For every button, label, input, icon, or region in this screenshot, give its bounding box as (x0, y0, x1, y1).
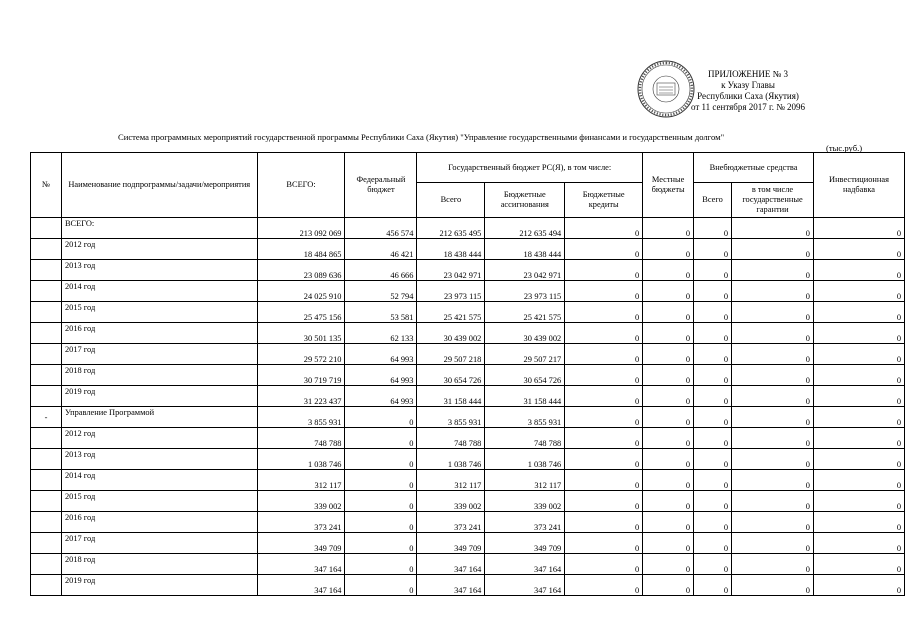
col-name-header: Наименование подпрограммы/задачи/мероприятия (61, 153, 257, 218)
row-value-cell: 0 (732, 512, 814, 533)
row-value-cell: 0 (643, 554, 694, 575)
row-name: 2014 год (61, 470, 257, 491)
row-value-cell: 0 (732, 554, 814, 575)
row-name: Управление Программой (61, 407, 257, 428)
row-value-cell: 25 421 575 (417, 302, 485, 323)
row-value-cell: 23 042 971 (485, 260, 565, 281)
table-row (31, 428, 905, 449)
row-value-cell: 347 164 (485, 554, 565, 575)
row-value-cell: 0 (643, 260, 694, 281)
row-value-cell: 0 (565, 407, 643, 428)
row-name: 2014 год (61, 281, 257, 302)
row-index (31, 428, 62, 449)
appendix-number: ПРИЛОЖЕНИЕ № 3 (707, 69, 789, 79)
row-value-cell: 0 (643, 218, 694, 239)
row-value-cell: 213 092 069 (257, 218, 345, 239)
row-value-cell: 0 (813, 554, 904, 575)
col-local-header: Местные бюджеты (643, 153, 694, 218)
row-value-cell: 0 (813, 575, 904, 596)
row-value-cell: 347 164 (417, 575, 485, 596)
row-value-cell: 0 (565, 386, 643, 407)
row-index (31, 239, 62, 260)
row-name: 2017 год (61, 533, 257, 554)
table-row (31, 386, 905, 407)
table-row (31, 281, 905, 302)
row-value-cell: 0 (732, 344, 814, 365)
row-value-cell: 212 635 495 (417, 218, 485, 239)
row-value-cell: 0 (694, 470, 732, 491)
row-value-cell: 23 973 115 (417, 281, 485, 302)
row-value-cell: 0 (732, 302, 814, 323)
row-value-cell: 0 (732, 533, 814, 554)
row-value-cell: 349 709 (257, 533, 345, 554)
row-value-cell: 0 (345, 491, 417, 512)
row-value-cell: 0 (732, 386, 814, 407)
row-value-cell: 0 (643, 512, 694, 533)
row-name: 2015 год (61, 491, 257, 512)
row-value-cell: 0 (732, 428, 814, 449)
row-value-cell: 0 (813, 386, 904, 407)
row-index (31, 281, 62, 302)
row-value-cell: 0 (732, 260, 814, 281)
row-value-cell: 0 (694, 575, 732, 596)
row-value-cell: 456 574 (345, 218, 417, 239)
row-value-cell: 1 038 746 (417, 449, 485, 470)
row-name: 2015 год (61, 302, 257, 323)
row-value-cell: 748 788 (485, 428, 565, 449)
row-value-cell: 0 (345, 575, 417, 596)
row-value-cell: 373 241 (257, 512, 345, 533)
row-value-cell: 0 (732, 575, 814, 596)
row-value-cell: 1 038 746 (257, 449, 345, 470)
row-value-cell: 0 (813, 407, 904, 428)
row-value-cell: 0 (694, 491, 732, 512)
units-label: (тыс.руб.) (826, 143, 863, 153)
row-value-cell: 46 666 (345, 260, 417, 281)
row-value-cell: 0 (813, 365, 904, 386)
row-index (31, 260, 62, 281)
row-name: 2016 год (61, 512, 257, 533)
row-index (31, 365, 62, 386)
row-value-cell: 339 002 (485, 491, 565, 512)
table-row (31, 344, 905, 365)
row-value-cell: 0 (565, 470, 643, 491)
row-value-cell: 0 (732, 491, 814, 512)
row-value-cell: 312 117 (257, 470, 345, 491)
row-value-cell: 0 (565, 449, 643, 470)
row-value-cell: 0 (565, 239, 643, 260)
row-value-cell: 0 (813, 218, 904, 239)
row-index (31, 533, 62, 554)
row-value-cell: 0 (694, 449, 732, 470)
row-index (31, 491, 62, 512)
row-value-cell: 0 (643, 470, 694, 491)
row-value-cell: 25 421 575 (485, 302, 565, 323)
row-value-cell: 1 038 746 (485, 449, 565, 470)
row-name: 2012 год (61, 428, 257, 449)
row-name: 2018 год (61, 554, 257, 575)
row-value-cell: 339 002 (257, 491, 345, 512)
row-value-cell: 64 993 (345, 344, 417, 365)
row-value-cell: 0 (732, 323, 814, 344)
row-value-cell: 0 (643, 407, 694, 428)
row-value-cell: 62 133 (345, 323, 417, 344)
row-index (31, 323, 62, 344)
row-value-cell: 31 223 437 (257, 386, 345, 407)
row-value-cell: 0 (565, 302, 643, 323)
row-value-cell: 0 (732, 365, 814, 386)
row-name: 2013 год (61, 260, 257, 281)
row-value-cell: 0 (565, 260, 643, 281)
row-value-cell: 30 501 135 (257, 323, 345, 344)
row-value-cell: 0 (643, 323, 694, 344)
row-value-cell: 0 (813, 281, 904, 302)
table-row (31, 302, 905, 323)
row-index (31, 218, 62, 239)
row-value-cell: 23 089 636 (257, 260, 345, 281)
row-value-cell: 347 164 (485, 575, 565, 596)
row-name: 2018 год (61, 365, 257, 386)
row-index: - (31, 407, 62, 428)
row-value-cell: 64 993 (345, 365, 417, 386)
row-value-cell: 0 (565, 491, 643, 512)
row-value-cell: 0 (345, 407, 417, 428)
table-row (31, 533, 905, 554)
row-value-cell: 0 (643, 449, 694, 470)
row-value-cell: 0 (345, 533, 417, 554)
col-total-header: ВСЕГО: (257, 153, 345, 218)
row-value-cell: 0 (732, 239, 814, 260)
row-value-cell: 0 (694, 365, 732, 386)
row-value-cell: 0 (694, 302, 732, 323)
table-row (31, 260, 905, 281)
col-state-all-header: Всего (417, 183, 485, 218)
row-name: 2019 год (61, 386, 257, 407)
row-value-cell: 373 241 (485, 512, 565, 533)
row-value-cell: 18 438 444 (485, 239, 565, 260)
row-value-cell: 0 (643, 428, 694, 449)
row-value-cell: 23 973 115 (485, 281, 565, 302)
row-value-cell: 0 (732, 407, 814, 428)
row-value-cell: 0 (694, 281, 732, 302)
row-value-cell: 0 (643, 533, 694, 554)
row-value-cell: 0 (694, 554, 732, 575)
row-value-cell: 0 (643, 575, 694, 596)
row-value-cell: 0 (694, 323, 732, 344)
row-value-cell: 349 709 (485, 533, 565, 554)
row-index (31, 470, 62, 491)
row-value-cell: 0 (643, 239, 694, 260)
row-index (31, 386, 62, 407)
row-value-cell: 0 (813, 344, 904, 365)
row-value-cell: 0 (565, 428, 643, 449)
row-index (31, 449, 62, 470)
table-row (31, 218, 905, 239)
row-value-cell: 748 788 (257, 428, 345, 449)
row-value-cell: 0 (643, 386, 694, 407)
row-value-cell: 18 438 444 (417, 239, 485, 260)
col-state-budget-header: Государственный бюджет РС(Я), в том числе: (417, 153, 643, 183)
table-row (31, 407, 905, 428)
row-value-cell: 0 (813, 260, 904, 281)
row-value-cell: 3 855 931 (257, 407, 345, 428)
row-value-cell: 347 164 (257, 575, 345, 596)
table-row (31, 554, 905, 575)
row-value-cell: 30 719 719 (257, 365, 345, 386)
col-state-credit-header: Бюджетные кредиты (565, 183, 643, 218)
col-extra-all-header: Всего (694, 183, 732, 218)
row-value-cell: 0 (732, 449, 814, 470)
row-value-cell: 0 (565, 218, 643, 239)
row-value-cell: 0 (345, 449, 417, 470)
row-value-cell: 0 (345, 428, 417, 449)
row-value-cell: 0 (643, 281, 694, 302)
row-value-cell: 748 788 (417, 428, 485, 449)
row-index (31, 554, 62, 575)
row-value-cell: 23 042 971 (417, 260, 485, 281)
row-value-cell: 18 484 865 (257, 239, 345, 260)
col-invest-header: Инвестиционная надбавка (813, 153, 904, 218)
row-value-cell: 0 (813, 512, 904, 533)
row-value-cell: 0 (694, 533, 732, 554)
row-name: 2013 год (61, 449, 257, 470)
row-value-cell: 3 855 931 (417, 407, 485, 428)
row-value-cell: 0 (732, 470, 814, 491)
appendix-republic: Республики Саха (Якутия) (697, 91, 799, 101)
row-value-cell: 0 (643, 302, 694, 323)
row-value-cell: 29 507 218 (417, 344, 485, 365)
row-value-cell: 0 (565, 344, 643, 365)
row-value-cell: 52 794 (345, 281, 417, 302)
row-value-cell: 30 439 002 (417, 323, 485, 344)
row-value-cell: 212 635 494 (485, 218, 565, 239)
row-value-cell: 3 855 931 (485, 407, 565, 428)
row-value-cell: 0 (813, 428, 904, 449)
table-row (31, 512, 905, 533)
row-value-cell: 0 (565, 575, 643, 596)
col-num-header: № (31, 153, 62, 218)
col-extra-header: Внебюджетные средства (694, 153, 814, 183)
row-name: 2012 год (61, 239, 257, 260)
col-extra-guar-header: в том числе государственные гарантии (732, 183, 814, 218)
row-value-cell: 0 (732, 281, 814, 302)
row-value-cell: 312 117 (485, 470, 565, 491)
table-row (31, 323, 905, 344)
row-value-cell: 0 (694, 407, 732, 428)
row-value-cell: 31 158 444 (417, 386, 485, 407)
row-index (31, 344, 62, 365)
row-value-cell: 347 164 (257, 554, 345, 575)
row-value-cell: 0 (694, 512, 732, 533)
row-value-cell: 29 507 217 (485, 344, 565, 365)
row-value-cell: 0 (813, 239, 904, 260)
row-value-cell: 0 (345, 512, 417, 533)
row-value-cell: 339 002 (417, 491, 485, 512)
row-name: 2017 год (61, 344, 257, 365)
row-value-cell: 53 581 (345, 302, 417, 323)
row-value-cell: 46 421 (345, 239, 417, 260)
row-value-cell: 64 993 (345, 386, 417, 407)
row-value-cell: 0 (732, 218, 814, 239)
row-value-cell: 0 (813, 302, 904, 323)
table-row (31, 491, 905, 512)
appendix-header (678, 69, 818, 113)
row-value-cell: 0 (813, 449, 904, 470)
row-value-cell: 0 (643, 491, 694, 512)
row-value-cell: 0 (345, 554, 417, 575)
row-value-cell: 0 (565, 323, 643, 344)
table-row (31, 365, 905, 386)
row-value-cell: 0 (565, 533, 643, 554)
appendix-date: от 11 сентября 2017 г. № 2096 (690, 102, 806, 112)
row-value-cell: 29 572 210 (257, 344, 345, 365)
row-index (31, 512, 62, 533)
document-title: Система программных мероприятий государственной программы Республики Саха (Якутия) "Управление государственными финансами и государственным долгом" (118, 132, 725, 142)
row-value-cell: 0 (813, 533, 904, 554)
row-value-cell: 25 475 156 (257, 302, 345, 323)
row-value-cell: 0 (565, 365, 643, 386)
row-value-cell: 0 (694, 260, 732, 281)
row-name: ВСЕГО: (61, 218, 257, 239)
table-row (31, 575, 905, 596)
row-value-cell: 30 439 002 (485, 323, 565, 344)
col-federal-header: Федеральный бюджет (345, 153, 417, 218)
row-value-cell: 0 (565, 554, 643, 575)
appendix-decree: к Указу Главы (721, 80, 775, 90)
col-state-assign-header: Бюджетные ассигнования (485, 183, 565, 218)
row-value-cell: 0 (813, 470, 904, 491)
row-value-cell: 0 (813, 323, 904, 344)
row-value-cell: 0 (694, 428, 732, 449)
row-value-cell: 0 (565, 512, 643, 533)
row-value-cell: 31 158 444 (485, 386, 565, 407)
row-value-cell: 24 025 910 (257, 281, 345, 302)
table-row (31, 470, 905, 491)
row-value-cell: 0 (694, 218, 732, 239)
table-row (31, 449, 905, 470)
row-value-cell: 349 709 (417, 533, 485, 554)
row-index (31, 302, 62, 323)
table-row (31, 239, 905, 260)
row-value-cell: 30 654 726 (485, 365, 565, 386)
row-index (31, 575, 62, 596)
row-value-cell: 0 (694, 239, 732, 260)
row-value-cell: 0 (813, 491, 904, 512)
row-name: 2019 год (61, 575, 257, 596)
row-value-cell: 373 241 (417, 512, 485, 533)
row-value-cell: 0 (694, 386, 732, 407)
row-value-cell: 0 (694, 344, 732, 365)
row-name: 2016 год (61, 323, 257, 344)
row-value-cell: 312 117 (417, 470, 485, 491)
row-value-cell: 30 654 726 (417, 365, 485, 386)
row-value-cell: 0 (345, 470, 417, 491)
row-value-cell: 0 (565, 281, 643, 302)
row-value-cell: 0 (643, 344, 694, 365)
program-measures-table (30, 152, 905, 596)
row-value-cell: 0 (643, 365, 694, 386)
row-value-cell: 347 164 (417, 554, 485, 575)
